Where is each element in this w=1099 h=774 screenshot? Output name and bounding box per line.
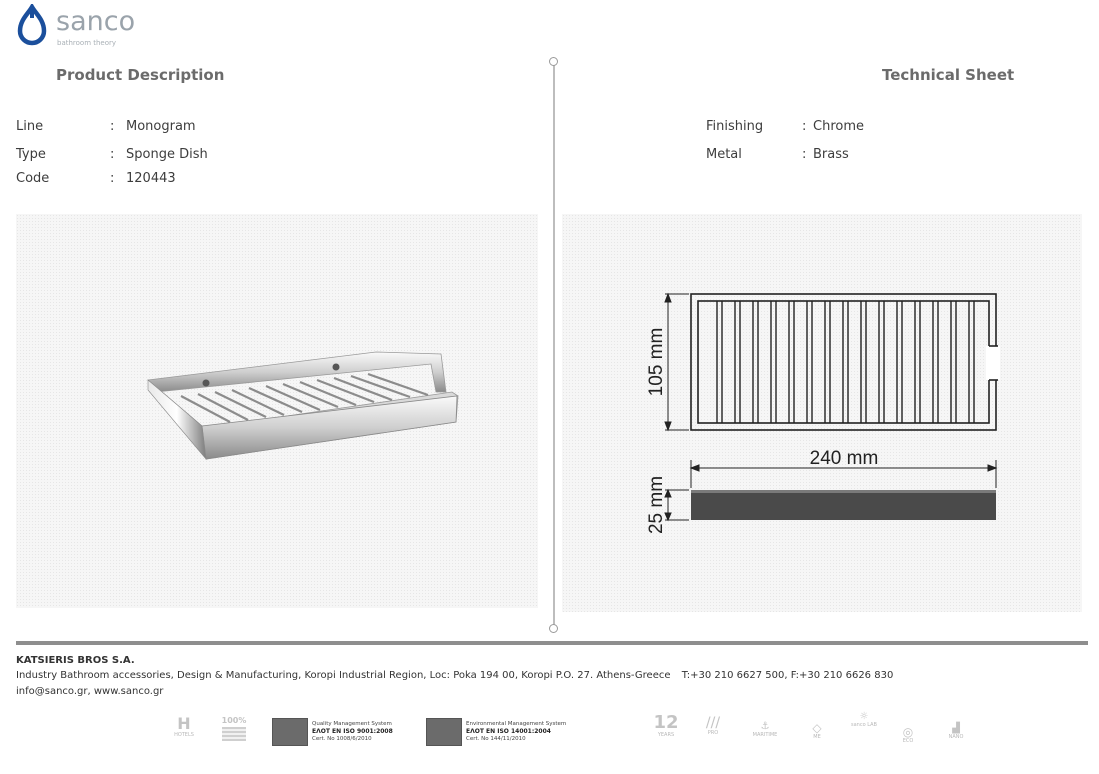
pro-badge: /// PRO <box>700 716 726 736</box>
years-number: 12 <box>653 712 679 733</box>
nano-badge: ▟ NANO <box>942 724 970 740</box>
spec-colon: : <box>110 171 115 186</box>
product-description-title: Product Description <box>56 66 225 84</box>
technical-sheet-title: Technical Sheet <box>882 66 1015 84</box>
drop-logo-icon <box>14 4 50 48</box>
brand-logo <box>14 4 154 50</box>
spec-value: Chrome <box>813 119 864 134</box>
spec-value: Monogram <box>126 119 196 134</box>
me-label: ME <box>813 734 821 740</box>
spec-label: Code <box>16 171 50 186</box>
environment-cert <box>426 718 566 746</box>
hotels-badge: H HOTELS <box>170 716 198 738</box>
spec-label: Line <box>16 119 44 134</box>
me-badge: ◇ ME <box>804 722 830 740</box>
maritime-badge: ⚓ MARITIME <box>748 722 782 738</box>
pro-label: PRO <box>707 730 719 736</box>
maritime-label: MARITIME <box>752 732 778 738</box>
divider-bottom-dot <box>549 624 558 633</box>
eco-badge: ◎ ECO <box>896 726 920 744</box>
divider-top-dot <box>549 57 558 66</box>
eco-label: ECO <box>902 738 914 744</box>
quality-cert-no: Cert. No 1008/6/2010 <box>312 736 372 742</box>
product-image-panel <box>16 214 538 608</box>
phone-text: T:+30 210 6627 500, F:+30 210 6626 830 <box>681 670 894 681</box>
lab-label: sanco LAB <box>851 722 877 728</box>
width-dimension-label: 240 mm <box>809 448 879 469</box>
years-label: YEARS <box>657 732 675 738</box>
spec-colon: : <box>802 119 807 134</box>
environment-title: Environmental Management System <box>466 721 567 727</box>
nano-label: NANO <box>948 734 964 740</box>
center-divider <box>553 62 555 628</box>
contact-links: info@sanco.gr, www.sanco.gr <box>16 686 164 697</box>
quality-cert <box>272 718 393 746</box>
brand-tagline: bathroom theory <box>57 39 117 47</box>
eurocert-icon <box>426 718 462 746</box>
technical-drawing-panel <box>562 214 1082 612</box>
technical-drawing <box>562 214 1082 612</box>
hotels-label: HOTELS <box>174 732 194 738</box>
lab-badge: ☼ sanco LAB <box>851 711 877 728</box>
company-name: KATSIERIS BROS S.A. <box>16 655 135 666</box>
spec-colon: : <box>802 147 807 162</box>
environment-standard: ΕΛΟΤ EN ISO 14001:2004 <box>466 728 551 735</box>
years-badge <box>652 714 680 738</box>
quality-standard: ΕΛΟΤ EN ISO 9001:2008 <box>312 728 393 735</box>
sponge-dish-product-image <box>16 214 538 608</box>
made-in-greece-label: 100% <box>221 716 247 725</box>
spec-label: Finishing <box>706 119 764 134</box>
company-address <box>16 670 901 681</box>
spec-colon: : <box>110 147 115 162</box>
made-in-greece-badge <box>219 716 249 741</box>
brand-name: sanco <box>56 6 136 37</box>
footer-rule <box>16 641 1088 645</box>
address-text: Industry Bathroom accessories, Design & Manufacturing, Koropi Industrial Region, Loc: Poka 194 00, Koropi P.O. 27. Athens-Greece <box>16 670 671 681</box>
eurocert-icon <box>272 718 308 746</box>
height-dimension-label: 105 mm <box>646 327 667 397</box>
spec-label: Type <box>16 147 46 162</box>
spec-colon: : <box>110 119 115 134</box>
quality-title: Quality Management System <box>312 721 392 727</box>
spec-value: Brass <box>813 147 849 162</box>
spec-label: Metal <box>706 147 742 162</box>
spec-value: 120443 <box>126 171 176 186</box>
depth-dimension-label: 25 mm <box>646 475 667 535</box>
environment-cert-no: Cert. No 144/11/2010 <box>466 736 526 742</box>
spec-value: Sponge Dish <box>126 147 208 162</box>
